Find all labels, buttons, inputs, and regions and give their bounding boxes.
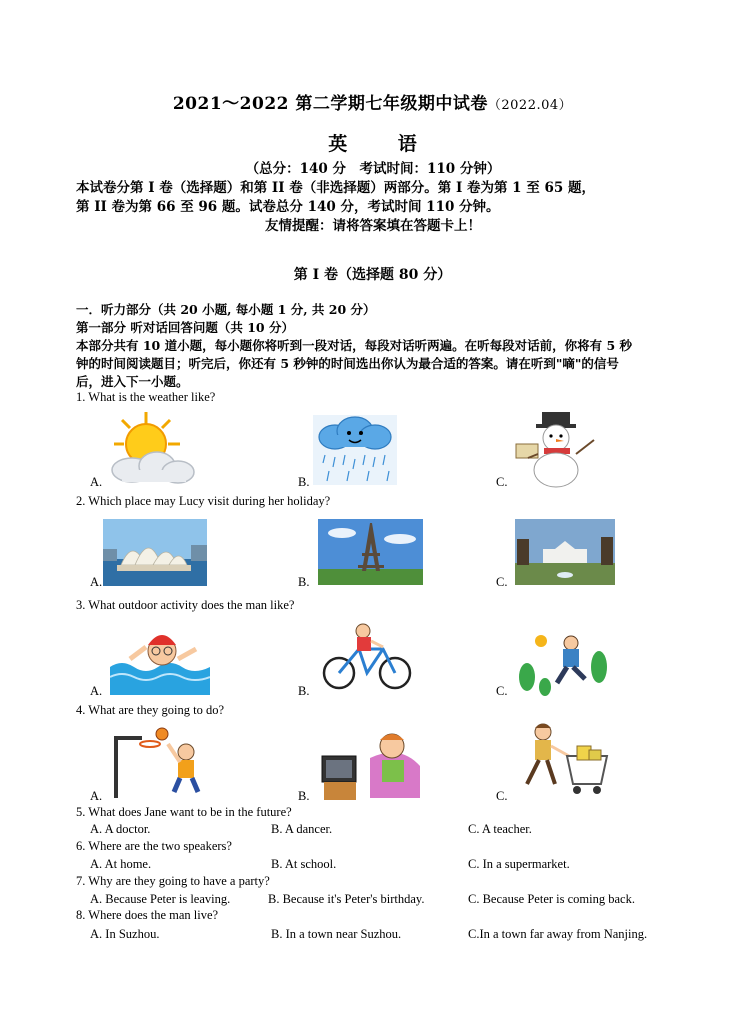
question-3: 3. What outdoor activity does the man like? bbox=[76, 598, 295, 612]
shopping-icon bbox=[515, 722, 615, 800]
exam-info-line-2: 第 II 卷为第 66 至 96 题。试卷总分 140 分，考试时间 110 分钟。 bbox=[76, 199, 500, 215]
q3-option-a[interactable]: A. bbox=[90, 684, 103, 698]
sun-cloud-icon bbox=[102, 410, 198, 486]
white-house-icon bbox=[515, 519, 615, 585]
exam-info bbox=[76, 160, 670, 236]
question-4: 4. What are they going to do? bbox=[76, 703, 224, 717]
q3-option-c[interactable]: C. bbox=[496, 684, 508, 698]
watching-tv-icon bbox=[320, 726, 424, 802]
exam-date: （2022.04） bbox=[487, 98, 573, 113]
q7-option-b[interactable]: B. Because it's Peter's birthday. bbox=[268, 892, 425, 906]
swimming-icon bbox=[110, 619, 210, 695]
section1-heading: 第一部分 听对话回答问题（共 10 分） bbox=[76, 320, 294, 335]
q1-option-c[interactable]: C. bbox=[496, 475, 508, 489]
q8-option-c[interactable]: C.In a town far away from Nanjing. bbox=[468, 927, 648, 941]
q1-option-b[interactable]: B. bbox=[298, 475, 310, 489]
cycling-icon bbox=[319, 619, 415, 691]
opera-house-icon bbox=[103, 519, 207, 586]
q6-option-b[interactable]: B. At school. bbox=[271, 857, 337, 871]
listening-heading: 一．听力部分（共 20 小题, 每小题 1 分, 共 20 分） bbox=[76, 302, 376, 317]
question-7: 7. Why are they going to have a party? bbox=[76, 874, 270, 888]
exam-total: （总分：140 分 考试时间：110 分钟） bbox=[245, 161, 501, 177]
q1-option-a[interactable]: A. bbox=[90, 475, 103, 489]
exam-title bbox=[0, 89, 745, 114]
part1-title: 第 I 卷（选择题 80 分） bbox=[293, 267, 452, 283]
instructions-line-1: 本部分共有 10 道小题，每小题你将听到一段对话，每段对话听两遍。在听每段对话前，你将有 5 秒 bbox=[76, 338, 633, 353]
q5-option-a[interactable]: A. A doctor. bbox=[90, 822, 151, 836]
q5-option-c[interactable]: C. A teacher. bbox=[468, 822, 532, 836]
exam-reminder: 友情提醒：请将答案填在答题卡上！ bbox=[265, 218, 481, 234]
listening-section bbox=[76, 301, 676, 391]
question-2: 2. Which place may Lucy visit during her holiday? bbox=[76, 494, 331, 508]
running-icon bbox=[515, 627, 613, 697]
exam-info-line-1: 本试卷分第 I 卷（选择题）和第 II 卷（非选择题）两部分。第 I 卷为第 1 至 65 题， bbox=[76, 180, 595, 196]
snowman-icon bbox=[514, 410, 598, 488]
instructions-line-3: 后，进入下一小题。 bbox=[76, 374, 189, 389]
q5-option-b[interactable]: B. A dancer. bbox=[271, 822, 333, 836]
question-1: 1. What is the weather like? bbox=[76, 390, 216, 404]
q3-option-b[interactable]: B. bbox=[298, 684, 310, 698]
q7-option-c[interactable]: C. Because Peter is coming back. bbox=[468, 892, 635, 906]
subject-title: 英 语 bbox=[328, 133, 439, 155]
q6-option-c[interactable]: C. In a supermarket. bbox=[468, 857, 570, 871]
q6-option-a[interactable]: A. At home. bbox=[90, 857, 152, 871]
rain-cloud-icon bbox=[313, 415, 397, 485]
q8-option-b[interactable]: B. In a town near Suzhou. bbox=[271, 927, 402, 941]
question-5: 5. What does Jane want to be in the future? bbox=[76, 805, 292, 819]
q8-option-a[interactable]: A. In Suzhou. bbox=[90, 927, 160, 941]
question-8: 8. Where does the man live? bbox=[76, 908, 219, 922]
question-6: 6. Where are the two speakers? bbox=[76, 839, 232, 853]
basketball-icon bbox=[110, 726, 210, 798]
q4-option-a[interactable]: A. bbox=[90, 789, 103, 803]
instructions-line-2: 钟的时间阅读题目；听完后，你还有 5 秒钟的时间选出你认为最合适的答案。请在听到"嘀"的信号 bbox=[76, 356, 619, 371]
q4-option-c[interactable]: C. bbox=[496, 789, 508, 803]
exam-title-text: 2021～2022 第二学期七年级期中试卷 bbox=[172, 94, 488, 114]
q2-option-a[interactable]: A. bbox=[90, 575, 103, 589]
q4-option-b[interactable]: B. bbox=[298, 789, 310, 803]
q2-option-b[interactable]: B. bbox=[298, 575, 310, 589]
eiffel-tower-icon bbox=[318, 519, 423, 585]
q7-option-a[interactable]: A. Because Peter is leaving. bbox=[90, 892, 231, 906]
q2-option-c[interactable]: C. bbox=[496, 575, 508, 589]
